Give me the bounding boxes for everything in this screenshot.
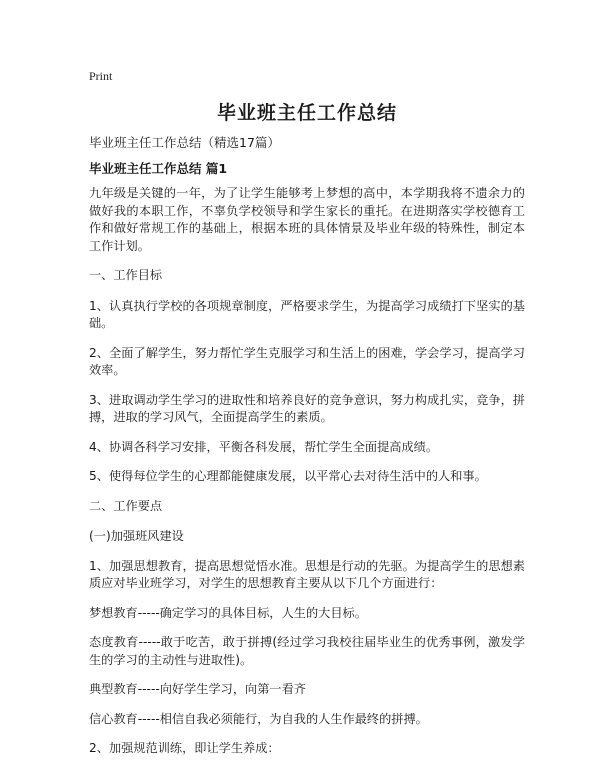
model-education: 典型教育-----向好学生学习，向第一看齐 [89, 682, 306, 696]
goal-item-2: 2、全面了解学生，努力帮忙学生克服学习和生活上的困难，学会学习，提高学习效率。 [89, 345, 525, 377]
section-title: 毕业班主任工作总结 篇1 [89, 161, 228, 176]
goal-item-3: 3、进取调动学生学习的进取性和培养良好的竞争意识，努力构成扎实，竞争，拼搏，进取的学习风气，全面提高学生的素质。 [89, 392, 525, 424]
heading-work-points: 二、工作要点 [89, 498, 163, 513]
goal-item-1: 1、认真执行学校的各项规章制度，严格要求学生，为提高学习成绩打下坚实的基础。 [89, 298, 525, 330]
print-link[interactable]: Print [89, 69, 113, 83]
goal-item-4: 4、协调各科学习安排，平衡各科发展，帮忙学生全面提高成绩。 [89, 439, 439, 454]
subheading-class-style: (一)加强班风建设 [89, 529, 184, 543]
dream-education: 梦想教育-----确定学习的具体目标，人生的大目标。 [89, 605, 367, 620]
document-body [89, 185, 525, 770]
document-subtitle: 毕业班主任工作总结（精选17篇） [89, 135, 280, 150]
goal-item-5: 5、使得每位学生的心理都能健康发展，以平常心去对待生活中的人和事。 [89, 469, 487, 483]
document-title: 毕业班主任工作总结 [216, 102, 397, 124]
point-item-2: 2、加强规范训练，即让学生养成： [89, 741, 280, 755]
heading-work-goals: 一、工作目标 [89, 268, 163, 282]
point-item-1: 1、加强思想教育，提高思想觉悟水准。思想是行动的先驱。为提高学生的思想素质应对毕业班学习，对学生的思想教育主要从以下几个方面进行： [89, 558, 525, 590]
confidence-education: 信心教育-----相信自我必须能行，为自我的人生作最终的拼搏。 [89, 711, 428, 726]
attitude-education: 态度教育-----敢于吃苦，敢于拼搏(经过学习我校往届毕业生的优秀事例，激发学生的学习的主动性与进取性)。 [89, 635, 525, 667]
intro-paragraph: 九年级是关键的一年，为了让学生能够考上梦想的高中，本学期我将不遗余力的做好我的本职工作，不辜负学校领导和学生家长的重托。在进期落实学校德育工作和做好常规工作的基础上，根据本班的具体情景及毕业年级的特殊性，制定本工作计划。 [89, 186, 525, 253]
